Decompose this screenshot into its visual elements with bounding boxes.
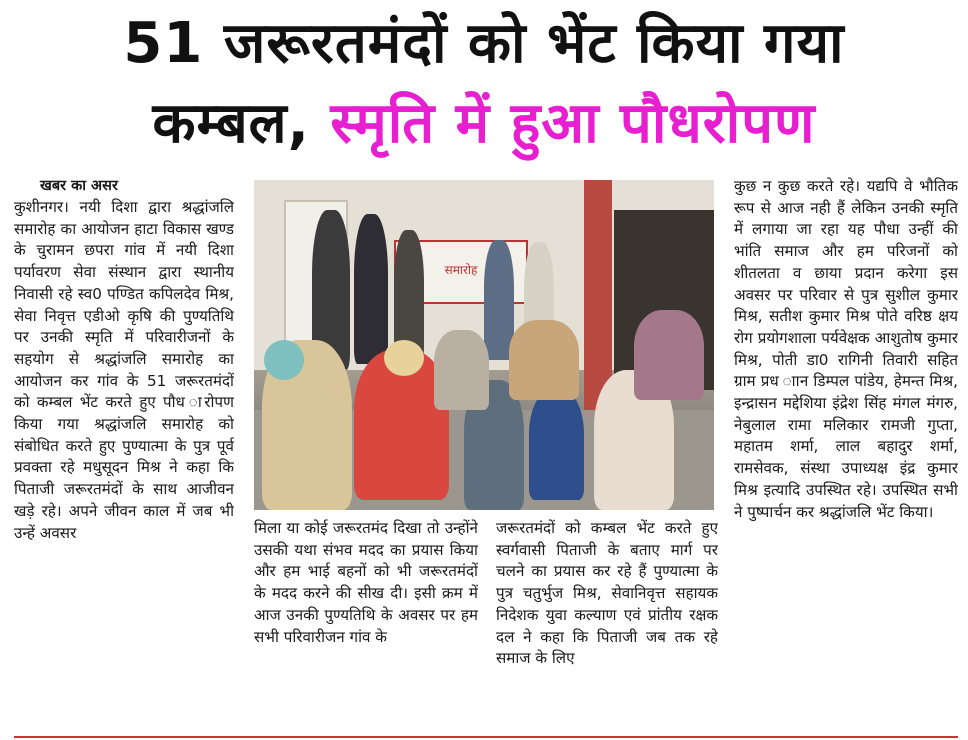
headline-line-1: 51 जरूरतमंदों को भेंट किया गया <box>123 11 845 76</box>
kicker-label: खबर का असर <box>40 178 118 194</box>
photo-person <box>384 340 424 376</box>
headline-black-part: कम्बल, <box>152 91 310 156</box>
article-column-3: जरूरतमंदों को कम्बल भेंट करते हुए स्वर्गवासी पिताजी के बताए मार्ग पर चलने का प्रयास कर रहे हैं पुण्यात्मा के पुत्र चतुर्भुज मिश्र, सेवानिवृत्त सहायक निदेशक युवा कल्याण एवं प्रांतीय रक्षक दल ने कहा कि पिताजी जब तक रहे समाज के लिए <box>496 519 718 668</box>
article-column-1 <box>14 176 234 732</box>
photo-person <box>634 310 704 400</box>
article-column-2: मिला या कोई जरूरतमंद दिखा तो उन्होंने उसकी यथा संभव मदद का प्रयास किया और हम भाई बहनों को भी जरूरतमंदों के मदद करने की सीख दी। इसी क्रम में आज उनकी पुण्यतिथि के अवसर पर हम सभी परिवारीजन गांव के <box>254 519 478 646</box>
headline-magenta-part: स्मृति में हुआ पौधरोपण <box>309 91 816 156</box>
photo-person <box>354 214 388 364</box>
headline-line-2 <box>0 84 968 164</box>
column-1-text: कुशीनगर। नयी दिशा द्वारा श्रद्धांजलि समारोह का आयोजन हाटा विकास खण्ड के चुरामन छपरा गांव में नयी दिशा पर्यावरण सेवा संस्थान द्वारा स्थानीय निवासी रहे स्व0 पण्डित कपिलदेव मिश्र, सेवा निवृत्त एडीओ कृषि की पुण्यतिथि पर उनकी स्मृति में परिवारीजनों के सहयोग से श्रद्धांजलि समारोह का आयोजन कर गांव के 51 जरूरतमंदों को कम्बल भेंट करते हुए पौध ारोपण किया गया श्रद्धांजलि समारोह को संबोधित करते हुए पुण्यात्मा के पुत्र पूर्व प्रवक्ता रहे मधुसूदन मिश्र ने कहा कि पिताजी जरूरतमंदों के साथ आजीवन खड़े रहे। अपने जीवन काल में जब भी उन्हें अवसर <box>14 198 234 542</box>
news-photo <box>254 180 714 510</box>
photo-person <box>264 340 304 380</box>
bottom-rule <box>14 736 958 738</box>
photo-person <box>434 330 489 410</box>
photo-pillar <box>584 180 612 410</box>
article-column-4: कुछ न कुछ करते रहे। यद्यपि वे भौतिक रूप से आज नही हैं लेकिन उनकी स्मृति में लगाया जा रहा यह पौधा उन्हीं की भांति समाज और हम परिजनों को शीतलता व छाया प्रदान करेगा इस अवसर पर परिवार से पुत्र सुशील कुमार मिश्र, सतीश कुमार मिश्र पोते वरिष्ठ क्षय रोग प्रयोगशाला पर्यवेक्षक आशुतोष कुमार मिश्र, पोती डा0 रागिनी तिवारी सहित ग्राम प्रध ाान डिम्पल पांडेय, हेमन्त मिश्र, इन्द्रासन मद्देशिया इंद्रेश सिंह मंगल मंगरु, नेबुलाल रामा मलिकार रामजी गुप्ता, महातम शर्मा, लाल बहादुर शर्मा, रामसेवक, संस्था उपाध्यक्ष इंद्र कुमार मिश्र इत्यादि उपस्थित रहे। उपस्थित सभी ने पुष्पार्चन कर श्रद्धांजलि भेंट किया। <box>734 177 958 521</box>
photo-banner-text: समारोह <box>444 263 478 277</box>
photo-person <box>509 320 579 400</box>
photo-person <box>529 390 584 500</box>
